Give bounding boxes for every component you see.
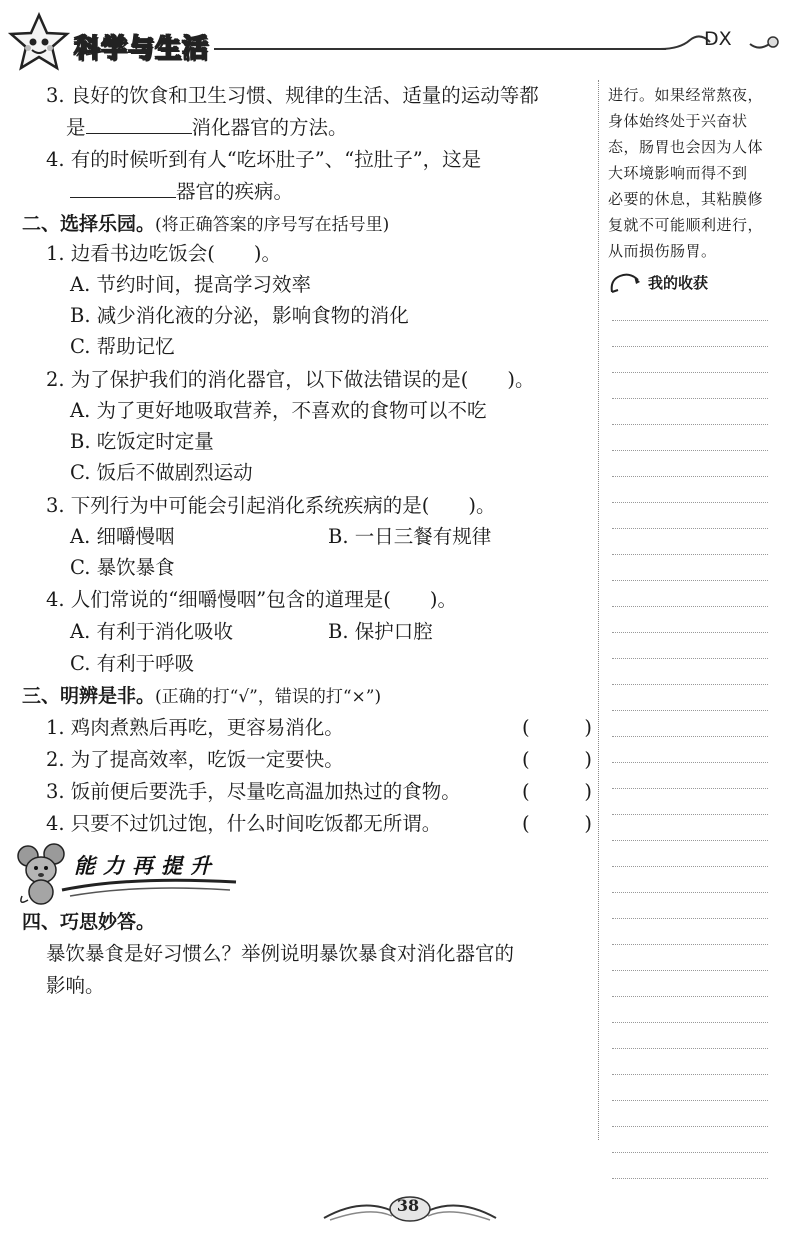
note-rule bbox=[612, 1178, 768, 1179]
choice-option[interactable]: A. 细嚼慢咽 bbox=[70, 525, 175, 548]
choice-option[interactable]: B. 吃饭定时定量 bbox=[70, 430, 214, 453]
note-rule bbox=[612, 684, 768, 685]
note-rule bbox=[612, 762, 768, 763]
choice-option[interactable]: A. 有利于消化吸收 bbox=[70, 620, 233, 643]
choice-question: 1. 边看书边吃饭会( )。 bbox=[46, 242, 282, 265]
q3-fill-line2: 是 消化器官的方法。 bbox=[66, 116, 348, 139]
choice-option[interactable]: C. 有利于呼吸 bbox=[70, 652, 195, 675]
judge-item: 1. 鸡肉煮熟后再吃，更容易消化。 ( ) bbox=[22, 714, 592, 742]
star-mascot-icon bbox=[8, 12, 70, 74]
header-code: DX bbox=[704, 28, 732, 50]
note-rule bbox=[612, 814, 768, 815]
section-2-title: 二、选择乐园。(将正确答案的序号写在括号里) bbox=[22, 213, 390, 235]
note-rule bbox=[612, 580, 768, 581]
note-rule bbox=[612, 840, 768, 841]
answer-paren[interactable]: ( ) bbox=[522, 748, 592, 771]
sidebar-text-line: 大环境影响而得不到 bbox=[608, 164, 748, 182]
choice-option[interactable]: B. 保护口腔 bbox=[328, 620, 433, 643]
section-4-title: 四、巧思妙答。 bbox=[22, 911, 156, 933]
note-rule bbox=[612, 450, 768, 451]
choice-question: 2. 为了保护我们的消化器官，以下做法错误的是( )。 bbox=[46, 368, 535, 391]
answer-paren[interactable]: ( ) bbox=[522, 812, 592, 835]
choice-option[interactable]: B. 减少消化液的分泌，影响食物的消化 bbox=[70, 304, 409, 327]
choice-option[interactable]: C. 帮助记忆 bbox=[70, 335, 175, 358]
note-rule bbox=[612, 476, 768, 477]
pencil-icon bbox=[608, 270, 644, 298]
sidebar-text-line: 进行。如果经常熬夜， bbox=[608, 86, 764, 104]
choice-question: 4. 人们常说的“细嚼慢咽”包含的道理是( )。 bbox=[46, 588, 457, 611]
page-footer bbox=[320, 1190, 500, 1230]
sidebar-text-line: 从而损伤肠胃。 bbox=[608, 242, 717, 260]
q4-fill-line1: 4. 有的时候听到有人“吃坏肚子”、“拉肚子”，这是 bbox=[46, 148, 482, 171]
sidebar-text-line: 复就不可能顺利进行， bbox=[608, 216, 764, 234]
note-rule bbox=[612, 606, 768, 607]
fill-blank[interactable] bbox=[70, 179, 176, 198]
note-rule bbox=[612, 528, 768, 529]
note-rule bbox=[612, 398, 768, 399]
note-rule bbox=[612, 710, 768, 711]
note-rule bbox=[612, 736, 768, 737]
fill-blank[interactable] bbox=[86, 115, 192, 134]
note-rule bbox=[612, 424, 768, 425]
section-3-title: 三、明辨是非。(正确的打“√”，错误的打“×”) bbox=[22, 685, 382, 707]
note-rule bbox=[612, 1048, 768, 1049]
note-rule bbox=[612, 502, 768, 503]
header-rule bbox=[214, 48, 666, 50]
column-divider bbox=[598, 80, 599, 1140]
choice-option[interactable]: C. 暴饮暴食 bbox=[70, 556, 175, 579]
note-rule bbox=[612, 892, 768, 893]
note-rule bbox=[612, 1126, 768, 1127]
judge-item: 4. 只要不过饥过饱，什么时间吃饭都无所谓。 ( ) bbox=[22, 810, 592, 838]
note-rule bbox=[612, 658, 768, 659]
note-rule bbox=[612, 918, 768, 919]
choice-option[interactable]: C. 饭后不做剧烈运动 bbox=[70, 461, 253, 484]
answer-paren[interactable]: ( ) bbox=[522, 780, 592, 803]
note-rule bbox=[612, 970, 768, 971]
q3-fill-line1: 3. 良好的饮食和卫生习惯、规律的生活、适量的运动等都 bbox=[46, 84, 539, 107]
choice-option[interactable]: A. 节约时间，提高学习效率 bbox=[70, 273, 311, 296]
note-rule bbox=[612, 1100, 768, 1101]
judge-item: 2. 为了提高效率，吃饭一定要快。 ( ) bbox=[22, 746, 592, 774]
note-rule bbox=[612, 866, 768, 867]
page-number: 38 bbox=[396, 1196, 420, 1215]
note-rule bbox=[612, 1152, 768, 1153]
essay-question-line2: 影响。 bbox=[46, 974, 105, 997]
note-rule bbox=[612, 1022, 768, 1023]
choice-option[interactable]: A. 为了更好地吸取营养，不喜欢的食物可以不吃 bbox=[70, 399, 487, 422]
harvest-label: 我的收获 bbox=[648, 274, 709, 292]
ability-banner bbox=[14, 840, 244, 910]
note-rule bbox=[612, 632, 768, 633]
header-title: 科学与生活 bbox=[74, 34, 210, 64]
note-rule bbox=[612, 372, 768, 373]
note-rule bbox=[612, 320, 768, 321]
note-rule bbox=[612, 944, 768, 945]
harvest-heading bbox=[608, 268, 788, 300]
note-rule bbox=[612, 346, 768, 347]
answer-paren[interactable]: ( ) bbox=[522, 716, 592, 739]
note-rule bbox=[612, 554, 768, 555]
sidebar-text-line: 身体始终处于兴奋状 bbox=[608, 112, 748, 130]
note-rule bbox=[612, 1074, 768, 1075]
page-header bbox=[0, 0, 800, 80]
choice-question: 3. 下列行为中可能会引起消化系统疾病的是( )。 bbox=[46, 494, 496, 517]
essay-question-line1: 暴饮暴食是好习惯么？举例说明暴饮暴食对消化器官的 bbox=[46, 942, 515, 965]
note-rule bbox=[612, 788, 768, 789]
note-rule bbox=[612, 996, 768, 997]
choice-option[interactable]: B. 一日三餐有规律 bbox=[328, 525, 492, 548]
banner-text: 能力再提升 bbox=[74, 853, 219, 878]
q4-fill-line2: 器官的疾病。 bbox=[22, 178, 592, 206]
sidebar-text-line: 态，肠胃也会因为人体 bbox=[608, 138, 764, 156]
judge-item: 3. 饭前便后要洗手，尽量吃高温加热过的食物。 ( ) bbox=[22, 778, 592, 806]
sidebar-text-line: 必要的休息，其粘膜修 bbox=[608, 190, 764, 208]
